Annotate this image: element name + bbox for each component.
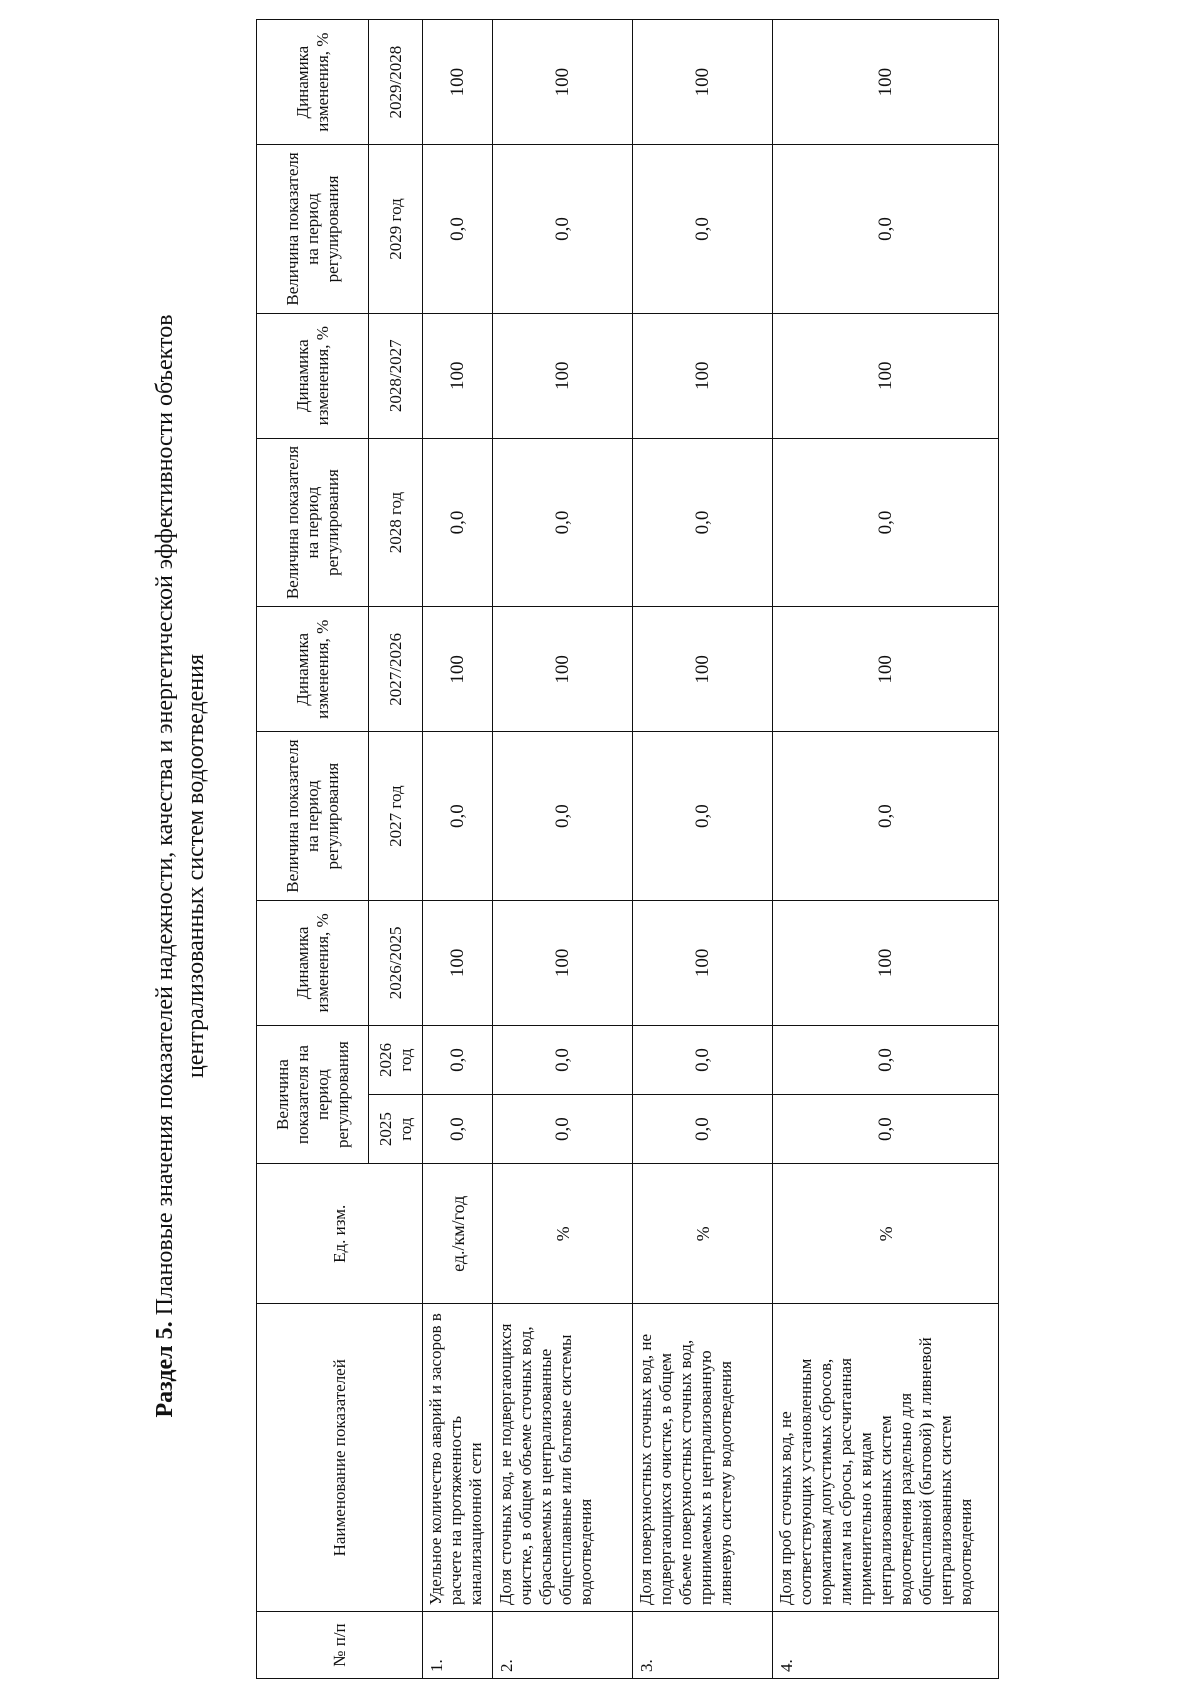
- header-dyn-2: Динамика изменения, %: [257, 607, 369, 732]
- row-value-2027: 0,0: [493, 732, 633, 900]
- row-dyn-3: 100: [423, 313, 493, 438]
- row-value-2027: 0,0: [633, 732, 773, 900]
- row-dyn-2: 100: [773, 607, 999, 732]
- row-dyn-4: 100: [493, 20, 633, 145]
- row-value-2029: 0,0: [493, 145, 633, 313]
- subheader-dyn-1: 2026/2025: [369, 900, 423, 1025]
- row-dyn-3: 100: [773, 313, 999, 438]
- row-dyn-3: 100: [493, 313, 633, 438]
- header-dyn-1: Динамика изменения, %: [257, 900, 369, 1025]
- indicators-table: [256, 19, 999, 1679]
- row-value-2028: 0,0: [493, 438, 633, 606]
- row-dyn-2: 100: [633, 607, 773, 732]
- header-name: Наименование показателей: [257, 1304, 423, 1612]
- title-line-2: централизованных систем водоотведения: [183, 653, 209, 1079]
- subheader-dyn-4: 2029/2028: [369, 20, 423, 145]
- header-val-2028: Величина показателя на период регулирования: [257, 438, 369, 606]
- table-row: [633, 20, 773, 1679]
- header-val-2029: Величина показателя на период регулирования: [257, 145, 369, 313]
- row-value-2029: 0,0: [633, 145, 773, 313]
- table-row: [423, 20, 493, 1679]
- header-unit: Ед. изм.: [257, 1164, 423, 1304]
- row-dyn-1: 100: [633, 900, 773, 1025]
- row-dyn-1: 100: [493, 900, 633, 1025]
- row-num: 3.: [633, 1612, 773, 1679]
- title-line-1: [150, 71, 181, 1661]
- row-value-2025: 0,0: [423, 1095, 493, 1164]
- row-value-2027: 0,0: [423, 732, 493, 900]
- row-dyn-4: 100: [633, 20, 773, 145]
- row-value-2028: 0,0: [773, 438, 999, 606]
- row-unit: %: [633, 1164, 773, 1304]
- row-dyn-1: 100: [423, 900, 493, 1025]
- subheader-val-2028: 2028 год: [369, 438, 423, 606]
- row-name: Доля поверхностных сточных вод, не подвергающихся очистке, в общем объеме поверхностных сточных вод, принимаемых в централизованную ливневую систему водоотведения: [633, 1304, 773, 1612]
- row-dyn-2: 100: [423, 607, 493, 732]
- subheader-2025: 2025 год: [369, 1095, 423, 1164]
- row-value-2025: 0,0: [493, 1095, 633, 1164]
- row-value-2028: 0,0: [423, 438, 493, 606]
- row-value-2029: 0,0: [773, 145, 999, 313]
- subheader-val-2027: 2027 год: [369, 732, 423, 900]
- title-text-1: Плановые значения показателей надежности, качества и энергетической эффективности объектов: [152, 314, 178, 1316]
- row-name: Доля проб сточных вод, не соответствующих установленным нормативам допустимых сбросов, лимитам на сбросы, рассчитанная применительно к видам централизованных систем водоотведения раздельно для общесплавной (бытовой) и ливневой централизованных систем водоотведения: [773, 1304, 999, 1612]
- document-title: [150, 71, 212, 1661]
- subheader-2026: 2026 год: [369, 1026, 423, 1095]
- row-value-2026: 0,0: [493, 1026, 633, 1095]
- row-name: Удельное количество аварий и засоров в расчете на протяженность канализационной сети: [423, 1304, 493, 1612]
- row-value-2026: 0,0: [423, 1026, 493, 1095]
- row-value-2025: 0,0: [633, 1095, 773, 1164]
- header-row: [257, 20, 369, 1679]
- row-unit: %: [773, 1164, 999, 1304]
- row-dyn-4: 100: [423, 20, 493, 145]
- header-num: № п/п: [257, 1612, 423, 1679]
- header-dyn-3: Динамика изменения, %: [257, 313, 369, 438]
- row-dyn-4: 100: [773, 20, 999, 145]
- section-label: Раздел 5.: [152, 1321, 178, 1418]
- table-row: [493, 20, 633, 1679]
- row-value-2026: 0,0: [773, 1026, 999, 1095]
- row-value-2029: 0,0: [423, 145, 493, 313]
- row-num: 4.: [773, 1612, 999, 1679]
- table-row: [773, 20, 999, 1679]
- header-dyn-4: Динамика изменения, %: [257, 20, 369, 145]
- row-dyn-1: 100: [773, 900, 999, 1025]
- header-value-group: Величина показателя на период регулирования: [257, 1026, 369, 1164]
- subheader-dyn-2: 2027/2026: [369, 607, 423, 732]
- row-dyn-3: 100: [633, 313, 773, 438]
- subheader-dyn-3: 2028/2027: [369, 313, 423, 438]
- row-value-2026: 0,0: [633, 1026, 773, 1095]
- row-value-2027: 0,0: [773, 732, 999, 900]
- row-unit: %: [493, 1164, 633, 1304]
- row-value-2028: 0,0: [633, 438, 773, 606]
- subheader-val-2029: 2029 год: [369, 145, 423, 313]
- row-value-2025: 0,0: [773, 1095, 999, 1164]
- row-dyn-2: 100: [493, 607, 633, 732]
- row-name: Доля сточных вод, не подвергающихся очистке, в общем объеме сточных вод, сбрасываемых в централизованные общесплавные или бытовые системы водоотведения: [493, 1304, 633, 1612]
- header-val-2027: Величина показателя на период регулирования: [257, 732, 369, 900]
- row-num: 2.: [493, 1612, 633, 1679]
- row-num: 1.: [423, 1612, 493, 1679]
- row-unit: ед./км/год: [423, 1164, 493, 1304]
